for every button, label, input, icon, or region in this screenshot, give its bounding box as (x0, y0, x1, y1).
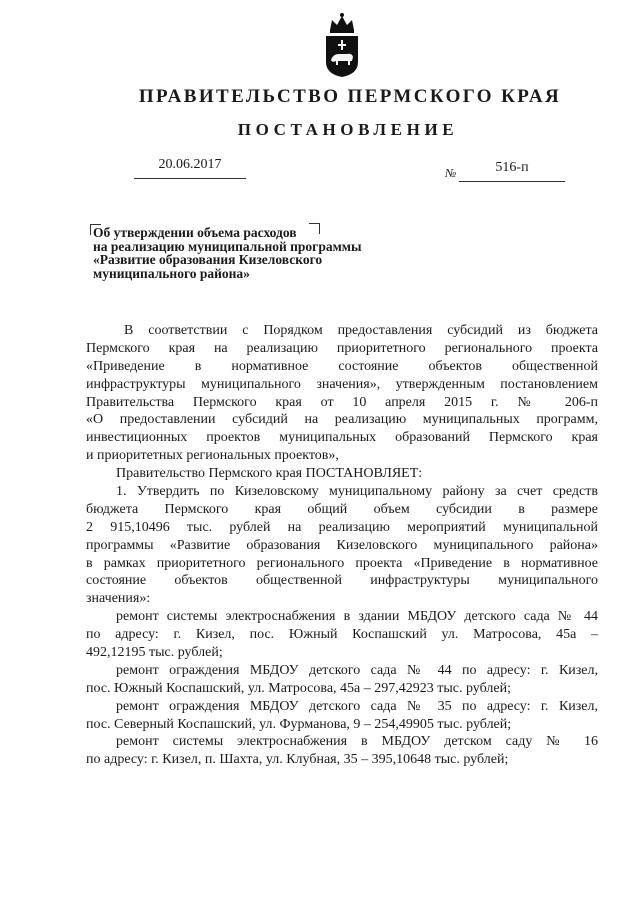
item1-line: бюджета Пермского края общий объем субсидии в размере (86, 501, 598, 517)
perm-krai-coat-of-arms-icon (322, 12, 362, 78)
preamble-line: и приоритетных региональных проектов», (86, 448, 339, 464)
item1-line: 1. Утвердить по Кизеловскому муниципальному району за счет средств (116, 484, 598, 500)
work-item-line: ремонт ограждения МБДОУ детского сада № 44 по адресу: г. Кизел, (116, 662, 598, 678)
subject-line: на реализацию муниципальной программы (93, 238, 362, 254)
subject-line: «Развитие образования Кизеловского (93, 252, 323, 267)
document-date: 20.06.2017 (134, 157, 246, 179)
work-item-line: пос. Северный Коспашский, ул. Фурманова, 9 – 254,49905 тыс. рублей; (86, 716, 512, 732)
item1-line: 2 915,10496 тыс. рублей на реализацию мероприятий муниципальной (86, 519, 598, 535)
subject-line: Об утверждении объема расходов (93, 225, 297, 240)
document-number: 516-п (459, 160, 565, 182)
organization-title: ПРАВИТЕЛЬСТВО ПЕРМСКОГО КРАЯ (138, 86, 562, 107)
work-item-line: по адресу: г. Кизел, п. Шахта, ул. Клубная, 35 – 395,10648 тыс. рублей; (86, 752, 509, 768)
work-item-line: ремонт ограждения МБДОУ детского сада № 35 по адресу: г. Кизел, (116, 698, 598, 714)
work-item-line: по адресу: г. Кизел, пос. Южный Коспашский ул. Матросова, 45а – (86, 627, 598, 643)
work-item-line: ремонт системы электроснабжения в здании МБДОУ детского сада № 44 (116, 609, 598, 625)
preamble-line: инвестиционных проектов муниципальных образований Пермского края (86, 430, 598, 446)
preamble-line: инфраструктуры муниципального значения», утвержденным постановлением (86, 376, 598, 392)
preamble-line: В соответствии с Порядком предоставления субсидий из бюджета (124, 323, 598, 338)
resolves-line: Правительство Пермского края ПОСТАНОВЛЯЕТ: (116, 466, 423, 482)
preamble-line: Пермского края на реализацию приоритетного регионального проекта (86, 340, 598, 356)
number-label: № (445, 166, 457, 180)
item1-line: в рамках приоритетного регионального проекта «Приведение в нормативное (86, 555, 598, 571)
work-item-line: пос. Южный Коспашский, ул. Матросова, 45а – 297,42923 тыс. рублей; (86, 680, 511, 696)
document-subject (93, 225, 362, 281)
preamble-line: «Приведение в нормативное состояние объектов общественной (86, 358, 598, 374)
item1-line: значения»: (86, 591, 151, 607)
document-body (86, 322, 598, 769)
subject-line: муниципального района» (93, 265, 250, 281)
preamble-line: «О предоставлении субсидий на реализацию муниципальных программ, (86, 412, 598, 428)
item1-line: программы «Развитие образования Кизеловского муниципального района» (86, 537, 598, 553)
work-item-line: 492,12195 тыс. рублей; (86, 645, 223, 661)
work-item-line: ремонт системы электроснабжения в МБДОУ детском саду № 16 (116, 734, 598, 750)
document-type: ПОСТАНОВЛЕНИЕ (237, 120, 459, 139)
preamble-line: Правительства Пермского края от 10 апреля 2015 г. № 206-п (86, 394, 598, 410)
item1-line: состояние объектов общественной инфраструктуры муниципального (86, 573, 598, 589)
